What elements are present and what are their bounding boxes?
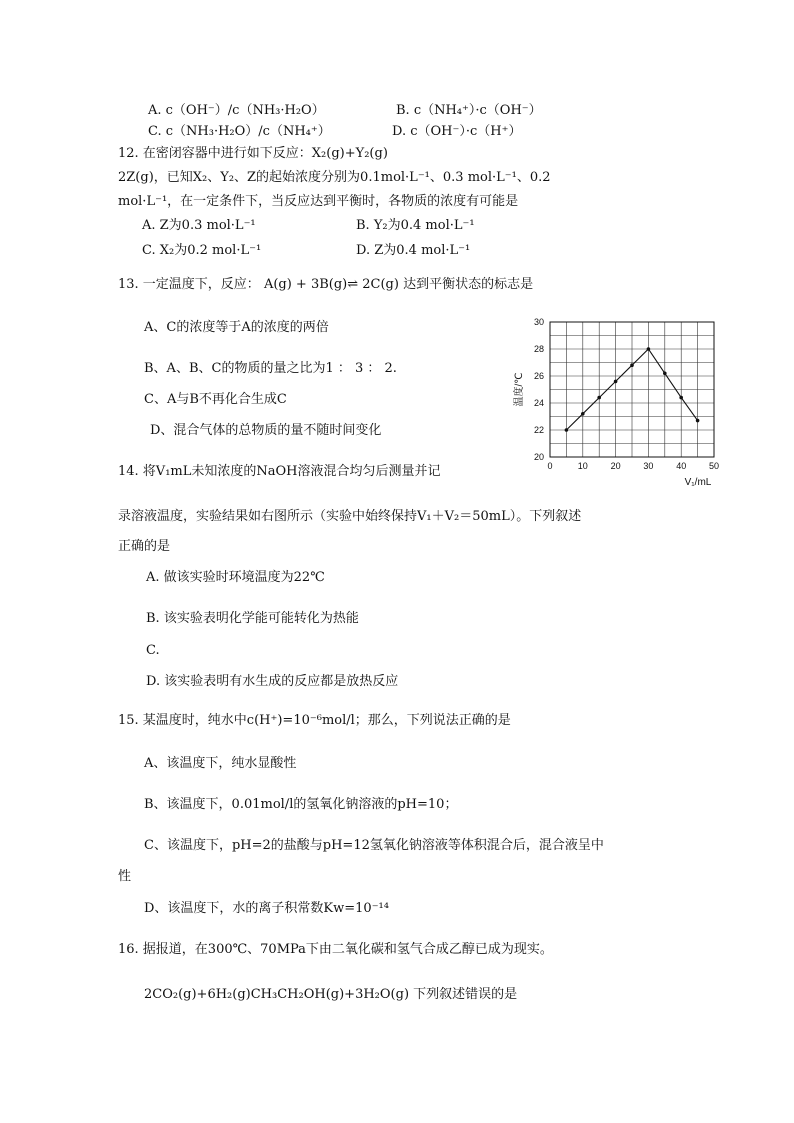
chart-x-axis-label: V₁/mL — [684, 477, 712, 488]
chart-y-tick-label: 28 — [533, 344, 544, 354]
chart-grid — [550, 322, 714, 457]
chart-y-tick-label: 20 — [533, 452, 544, 462]
q16-stem: 16. 据报道，在300℃、70MPa下由二氧化碳和氢气合成乙醇已成为现实。 — [118, 942, 553, 957]
q14-stem-line3: 正确的是 — [118, 539, 171, 554]
q12-option-d: D. Z为0.4 mol·L⁻¹ — [356, 243, 471, 258]
chart-x-tick-label: 30 — [643, 461, 654, 471]
q14-option-a: A. 做该实验时环境温度为22℃ — [146, 570, 325, 585]
chart-y-tick-label: 26 — [533, 371, 544, 381]
chart-x-tick-label: 20 — [610, 461, 621, 471]
chart-data-point — [581, 412, 585, 416]
chart-x-tick-label: 50 — [708, 461, 720, 471]
q16-equation: 2CO₂(g)+6H₂(g)CH₃CH₂OH(g)+3H₂O(g) 下列叙述错误的是 — [144, 987, 518, 1002]
q15-option-d: D、该温度下，水的离子积常数Kw=10⁻¹⁴ — [144, 901, 389, 916]
chart-data-point — [663, 372, 667, 376]
chart-data-point — [679, 396, 683, 400]
q12-option-b: B. Y₂为0.4 mol·L⁻¹ — [356, 218, 475, 233]
chart-data-point — [630, 363, 634, 367]
q12-stem-line2: 2Z(g)，已知X₂、Y₂、Z的起始浓度分别为0.1mol·L⁻¹、0.3 mol·L⁻¹、0.2 — [118, 170, 551, 185]
q15-option-c-line2: 性 — [118, 869, 132, 884]
chart-data-point — [696, 419, 700, 423]
chart-x-tick-label: 10 — [577, 461, 588, 471]
q15-option-c-line1: C、该温度下，pH=2的盐酸与pH=12氢氧化钠溶液等体积混合后，混合液呈中 — [144, 838, 604, 853]
q14-stem-line2: 录溶液温度，实验结果如右图所示（实验中始终保持V₁＋V₂＝50mL）。下列叙述 — [118, 509, 582, 524]
q14-option-c: C. — [146, 643, 160, 658]
q11-option-b: B. c（NH₄⁺）·c（OH⁻） — [396, 103, 542, 118]
chart-data-point — [565, 428, 569, 432]
q12-stem-line1: 12. 在密闭容器中进行如下反应：X₂(g)+Y₂(g) — [118, 146, 388, 161]
chart-data-point — [597, 396, 601, 400]
chart-ticks — [534, 317, 719, 471]
q15-option-b: B、该温度下，0.01mol/l的氢氧化钠溶液的pH=10； — [144, 797, 458, 812]
q13-stem: 13. 一定温度下，反应： A(g) + 3B(g)⇌ 2C(g) 达到平衡状态的标志是 — [118, 277, 534, 292]
q15-option-a: A、该温度下，纯水显酸性 — [144, 756, 297, 771]
q14-option-b: B. 该实验表明化学能可能转化为热能 — [146, 611, 359, 626]
q13-option-a: A、C的浓度等于A的浓度的两倍 — [144, 320, 329, 335]
q12-option-a: A. Z为0.3 mol·L⁻¹ — [142, 218, 256, 233]
chart-y-tick-label: 22 — [533, 425, 544, 435]
q13-option-c: C、A与B不再化合生成C — [144, 392, 287, 407]
chart-x-tick-label: 0 — [547, 461, 553, 471]
q14-option-d: D. 该实验表明有水生成的反应都是放热反应 — [146, 674, 399, 689]
q11-option-c: C. c（NH₃·H₂O）/c（NH₄⁺） — [148, 124, 331, 139]
q13-option-d: D、混合气体的总物质的量不随时间变化 — [150, 423, 382, 438]
chart-y-axis-label: 温度/℃ — [514, 372, 525, 407]
temperature-chart — [508, 314, 728, 490]
chart-data-point — [614, 380, 618, 384]
chart-y-tick-label: 24 — [533, 398, 544, 408]
chart-x-tick-label: 40 — [676, 461, 687, 471]
q13-option-b: B、A、B、C的物质的量之比为1 ： 3 ： 2. — [144, 361, 397, 376]
q11-option-a: A. c（OH⁻）/c（NH₃·H₂O） — [148, 103, 325, 118]
q11-option-d: D. c（OH⁻）·c（H⁺） — [392, 124, 522, 139]
q14-stem-line1: 14. 将V₁mL未知浓度的NaOH溶液混合均匀后测量并记 — [118, 464, 441, 479]
chart-data-point — [647, 347, 651, 351]
chart-y-tick-label: 30 — [533, 317, 544, 327]
q12-stem-line3: mol·L⁻¹，在一定条件下，当反应达到平衡时，各物质的浓度有可能是 — [118, 194, 519, 209]
q15-stem: 15. 某温度时，纯水中c(H⁺)=10⁻⁶mol/l；那么，下列说法正确的是 — [118, 713, 511, 728]
q12-option-c: C. X₂为0.2 mol·L⁻¹ — [142, 243, 262, 258]
